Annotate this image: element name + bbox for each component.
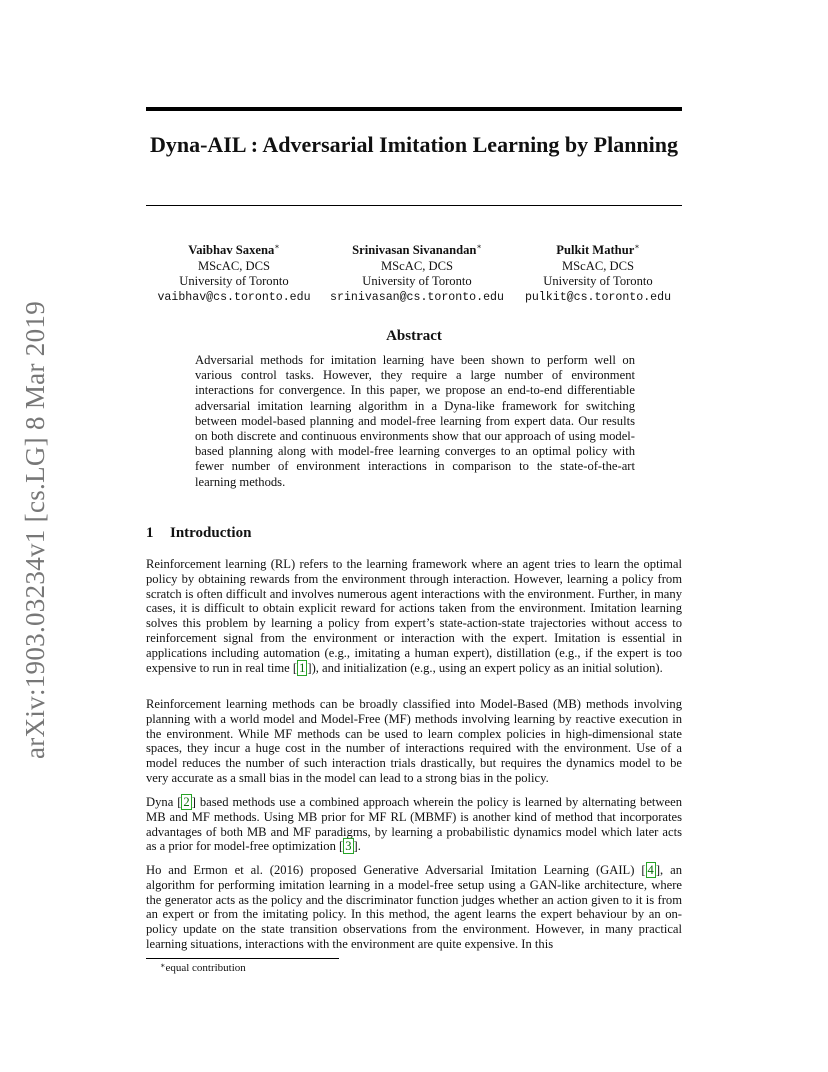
paper-title: Dyna-AIL : Adversarial Imitation Learning by Planning bbox=[149, 132, 679, 157]
body-paragraph bbox=[146, 863, 682, 952]
footnote-text: equal contribution bbox=[165, 962, 246, 974]
citation-link[interactable]: 2 bbox=[183, 795, 190, 809]
author-block bbox=[326, 243, 508, 305]
author-institution: University of Toronto bbox=[543, 274, 653, 288]
paragraph-text: Dyna [ bbox=[146, 795, 182, 809]
arxiv-identifier: arXiv:1903.03234v1 [cs.LG] 8 Mar 2019 bbox=[20, 300, 50, 760]
author-mark: ∗ bbox=[274, 242, 280, 251]
author-email: vaibhav@cs.toronto.edu bbox=[157, 290, 311, 304]
author-affiliation: MScAC, DCS bbox=[197, 258, 271, 273]
citation-link[interactable]: 3 bbox=[345, 839, 352, 854]
paragraph-text: Ho and Ermon et al. (2016) proposed Generative Adversarial Imitation Learning (GAIL) [ bbox=[146, 863, 646, 877]
author-name: Pulkit Mathur bbox=[556, 243, 635, 257]
author-mark: ∗ bbox=[476, 242, 482, 251]
body-paragraph bbox=[146, 795, 682, 854]
paragraph-text: Reinforcement learning (RL) refers to the learning framework where an agent tries to learn the optimal policy by obtaining rewards from the environment through interaction. However, learning a policy from scratch is often difficult and involves numerous agent interactions with the environment. Further, in many cases, it is difficult to obtain explicit reward for actions taken from the environment. Imitation learning solves this problem by learning a policy from expert’s state-action-state trajectories without access to reinforcement signal from the environment or interaction with the expert. Imitation is essential in applications including automation (e.g., imitating a human expert), distillation (e.g., if the expert is too expensive to run in real time [ bbox=[146, 557, 682, 675]
section-title: Introduction bbox=[170, 525, 252, 541]
title-bottom-rule bbox=[146, 205, 682, 206]
footnote bbox=[160, 962, 246, 974]
body-paragraph bbox=[146, 557, 682, 675]
footnote-mark: ∗ bbox=[160, 961, 166, 970]
author-institution: University of Toronto bbox=[179, 274, 289, 288]
abstract-text: Adversarial methods for imitation learning have been shown to perform well on various control tasks. However, they require a large number of environment interactions for convergence. In this paper, we propose an end-to-end differentiable adversarial imitation learning algorithm in a Dyna-like framework for switching between model-based planning and model-free learning from expert data. Our results on both discrete and continuous environments show that our approach of using model-based planning along with model-free learning converges to an optimal policy with fewer number of environment interactions in comparison to the state-of-the-art learning methods. bbox=[195, 353, 635, 489]
paragraph-text: ] based methods use a combined approach wherein the policy is learned by alternating between MB and MF methods. Using MB prior for MF RL (MBMF) is another kind of method that incorporates advantages of both MB and MF paradigms, by learning a probabilistic dynamics model which later acts as a prior for model-free optimization [ bbox=[146, 795, 682, 854]
author-email: srinivasan@cs.toronto.edu bbox=[330, 290, 504, 304]
author-institution: University of Toronto bbox=[362, 274, 472, 288]
author-block bbox=[518, 243, 678, 305]
section-number: 1 bbox=[146, 525, 154, 541]
section-heading bbox=[146, 525, 251, 542]
body-paragraph: Reinforcement learning methods can be broadly classified into Model-Based (MB) methods involving planning with a world model and Model-Free (MF) methods involving learning by reactive execution in the environment. While MF methods can be used to learn complex policies in high-dimensional state spaces, they incur a huge cost in the number of interactions required with the environment. Use of a model reduces the number of such interaction trials drastically, but requires the dynamics model to be very accurate as a small bias in the model can lead to a strong bias in the policy. bbox=[146, 697, 682, 785]
title-top-rule bbox=[146, 107, 682, 111]
paragraph-text: ]), and initialization (e.g., using an expert policy as an initial solution). bbox=[307, 660, 663, 675]
author-affiliation: MScAC, DCS bbox=[561, 258, 635, 273]
paragraph-text: ], an algorithm for performing imitation learning in a model-free setup using a GAN-like architecture, where the generator acts as the policy and the discriminator function judges whether an action given to it is from an expert or from the imitating policy. In this method, the agent learns the expert behaviour by an on-policy update on the state transition observations from the environment. However, in many practical learning situations, interactions with the environment are quite expensive. In this bbox=[146, 863, 682, 951]
author-name: Srinivasan Sivanandan bbox=[352, 243, 477, 257]
footnote-rule bbox=[146, 958, 339, 959]
paragraph-text: ]. bbox=[353, 839, 361, 854]
author-name: Vaibhav Saxena bbox=[188, 243, 275, 257]
author-block bbox=[150, 243, 318, 305]
abstract-heading: Abstract bbox=[386, 328, 442, 344]
author-email: pulkit@cs.toronto.edu bbox=[524, 290, 672, 304]
citation-link[interactable]: 1 bbox=[299, 660, 306, 675]
citation-link[interactable]: 4 bbox=[647, 863, 654, 877]
author-mark: ∗ bbox=[634, 242, 640, 251]
author-affiliation: MScAC, DCS bbox=[380, 258, 454, 273]
